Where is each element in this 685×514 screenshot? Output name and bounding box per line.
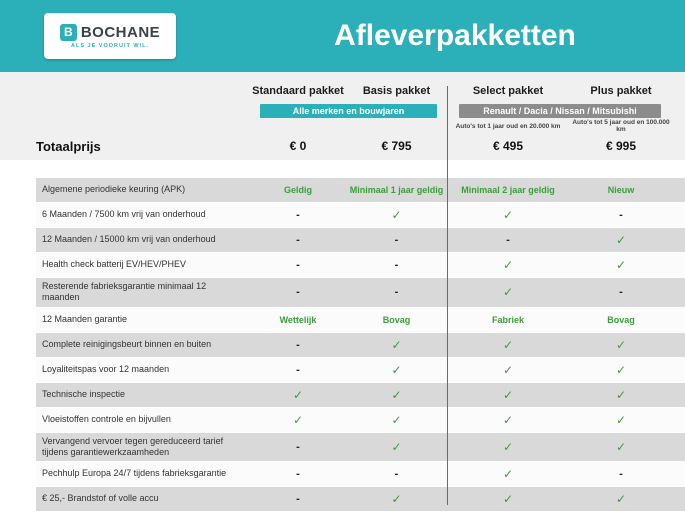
dash-mark: - [296, 440, 300, 453]
price-select: € 495 [492, 139, 524, 153]
check-icon: ✓ [615, 492, 627, 506]
row-label: Health check batterij EV/HEV/PHEV [42, 259, 187, 270]
row-label: Pechhulp Europa 24/7 tijdens fabrieksgarantie [42, 468, 227, 479]
row-label: Resterende fabrieksgarantie minimaal 12 maanden [42, 281, 207, 303]
check-icon: ✓ [615, 258, 627, 272]
table-row [36, 333, 685, 357]
value-text: Bovag [607, 314, 635, 325]
logo-row [60, 24, 160, 41]
check-icon: ✓ [502, 492, 514, 506]
table-row [36, 203, 685, 227]
column-header-standaard: Standaard pakket [252, 85, 344, 97]
bochane-logo-icon: B [60, 24, 77, 41]
dash-mark: - [296, 338, 300, 351]
check-icon: ✓ [391, 337, 402, 352]
row-label: Algemene periodieke keuring (APK) [42, 184, 186, 195]
check-icon: ✓ [391, 387, 402, 402]
table-header-section [0, 72, 685, 160]
row-label: Vloeistoffen controle en bijvullen [42, 413, 171, 424]
check-icon: ✓ [615, 412, 627, 427]
table-row [36, 253, 685, 277]
table-row [36, 408, 685, 432]
value-text: Fabriek [491, 314, 524, 325]
dash-mark: - [394, 234, 399, 246]
price-plus: € 995 [605, 139, 637, 153]
check-icon: ✓ [615, 337, 627, 352]
row-label: Vervangend vervoer tegen gereduceerd tarief tijdens garantiewerkzaamheden [42, 435, 224, 457]
table-row [36, 487, 685, 511]
brand-tagline: ALS JE VOORUIT WIL. [71, 42, 149, 49]
column-header-row [0, 80, 685, 102]
table-row [36, 358, 685, 382]
dash-mark: - [394, 259, 399, 271]
feature-rows [0, 178, 685, 511]
total-price-row [0, 132, 685, 160]
check-icon: ✓ [502, 412, 514, 427]
dash-mark: - [296, 286, 300, 299]
section-spacer [0, 160, 685, 178]
row-label: Complete reinigingsbeurt binnen en buiten [42, 338, 212, 349]
badge-alle-merken: Alle merken en bouwjaren [260, 104, 437, 118]
dash-mark: - [296, 259, 300, 271]
check-icon: ✓ [502, 285, 514, 300]
value-text: Geldig [283, 185, 312, 195]
value-text: Nieuw [607, 185, 635, 195]
table-row [36, 383, 685, 407]
check-icon: ✓ [502, 337, 514, 352]
column-group-divider [447, 86, 448, 505]
row-label: Technische inspectie [42, 388, 126, 399]
dash-mark: - [619, 286, 623, 299]
row-label: 12 Maanden garantie [42, 313, 128, 324]
table-row [36, 178, 685, 202]
value-text: Wettelijk [279, 314, 317, 325]
check-icon: ✓ [615, 387, 627, 402]
value-text: Minimaal 2 jaar geldig [461, 185, 555, 195]
dash-mark: - [296, 493, 300, 505]
column-header-basis: Basis pakket [362, 85, 431, 97]
badge-row [0, 102, 685, 119]
bochane-logo [44, 13, 176, 59]
column-header-plus: Plus pakket [590, 85, 652, 97]
check-icon: ✓ [615, 233, 627, 247]
subtitle-row [0, 119, 685, 132]
check-icon: ✓ [391, 362, 402, 377]
total-price-label: Totaalprijs [36, 138, 101, 154]
plus-pakket-subtitle: Auto's tot 5 jaar oud en 100.000 km [572, 119, 670, 133]
page-title: Afleverpakketten [334, 19, 576, 52]
dash-mark: - [394, 468, 399, 480]
brand-name: BOCHANE [80, 23, 161, 41]
check-icon: ✓ [615, 439, 627, 454]
dash-mark: - [296, 209, 300, 221]
table-row [36, 433, 685, 462]
price-standaard: € 0 [289, 139, 307, 153]
row-label: 6 Maanden / 7500 km vrij van onderhoud [42, 209, 206, 220]
row-label: € 25,- Brandstof of volle accu [42, 493, 159, 504]
check-icon: ✓ [391, 208, 402, 222]
column-header-select: Select pakket [472, 85, 544, 97]
check-icon: ✓ [391, 492, 402, 506]
row-label: 12 Maanden / 15000 km vrij van onderhoud [42, 234, 216, 245]
dash-mark: - [619, 209, 623, 221]
table-row [36, 462, 685, 486]
check-icon: ✓ [502, 387, 514, 402]
check-icon: ✓ [502, 258, 514, 272]
check-icon: ✓ [615, 362, 627, 377]
check-icon: ✓ [502, 208, 514, 222]
value-text: Minimaal 1 jaar geldig [349, 185, 444, 195]
check-icon: ✓ [292, 412, 304, 427]
dash-mark: - [296, 363, 300, 376]
dash-mark: - [296, 234, 300, 246]
dash-mark: - [619, 468, 623, 480]
table-row [36, 278, 685, 307]
check-icon: ✓ [502, 362, 514, 377]
table-row [36, 228, 685, 252]
check-icon: ✓ [292, 387, 304, 402]
check-icon: ✓ [391, 439, 402, 454]
row-label: Loyaliteitspas voor 12 maanden [42, 363, 170, 374]
top-banner [0, 0, 685, 72]
value-text: Bovag [382, 314, 411, 325]
select-pakket-subtitle: Auto's tot 1 jaar oud en 20.000 km [455, 122, 561, 130]
dash-mark: - [296, 468, 300, 480]
dash-mark: - [394, 286, 399, 299]
check-icon: ✓ [502, 467, 514, 481]
table-row [36, 308, 685, 332]
badge-renault-dacia-nissan-mitsubishi: Renault / Dacia / Nissan / Mitsubishi [459, 104, 661, 118]
dash-mark: - [506, 234, 510, 246]
check-icon: ✓ [502, 439, 514, 454]
check-icon: ✓ [391, 412, 402, 427]
price-basis: € 795 [381, 139, 412, 153]
